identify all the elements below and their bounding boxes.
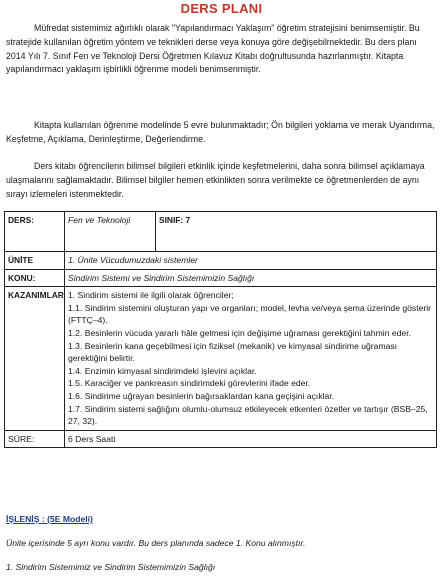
kazanim-item: 1.4. Enzimin kimyasal sindirimdeki işlevini açıklar. bbox=[68, 365, 257, 376]
page-title: DERS PLANI bbox=[180, 1, 263, 16]
lesson-plan-table bbox=[4, 211, 437, 448]
model-text: Kitapta kullanılan öğrenme modelinde 5 evre bulunmaktadır; Ön bilgileri yoklama ve merak Uyandırma, Keşfetme, Açıklama, Derinleştirme, Değerlendirme. bbox=[6, 120, 435, 144]
kazanim-item: 1.1. Sindirim sistemini oluşturan yapı ve organları; model, levha ve/veya şema üzerinde gösterir (FTTÇ–4). bbox=[68, 302, 432, 326]
intro-paragraph bbox=[6, 22, 438, 77]
kazanim-item: 1.7. Sindirim sistemi sağlığını olumlu-olumsuz etkileyecek etkenleri özetler ve tartışır (BSB–25, 27, 32). bbox=[68, 403, 428, 427]
isleyis-note: Ünite içerisinde 5 ayrı konu vardır. Bu ders planında sadece 1. Konu alınmıştır. bbox=[6, 538, 306, 548]
sure-row bbox=[5, 430, 437, 448]
konu-value: Sindirim Sistemi ve Sindirim Sistemimizin Sağlığı bbox=[65, 269, 437, 287]
sure-value: 6 Ders Saati bbox=[65, 430, 437, 448]
unite-row bbox=[5, 252, 437, 270]
model-paragraph bbox=[6, 119, 438, 147]
kazanim-item: 1.2. Besinlerin vücuda yararlı hâle gelmesi için değişime uğraması gerektiğini tahmin eder. bbox=[68, 327, 411, 338]
unite-value: 1. Ünite Vücudumuzdaki sistemler bbox=[65, 252, 437, 270]
kazanim-item: 1. Sindirim sistemi ile ilgili olarak öğrenciler; bbox=[68, 290, 234, 301]
konu-row bbox=[5, 269, 437, 287]
kazanim-item: 1.6. Sindirime uğrayan besinlerin bağırsaklardan kana geçişini açıklar. bbox=[68, 390, 335, 401]
ders-row bbox=[5, 212, 437, 252]
intro-text: Müfredat sistemimiz ağırlıklı olarak "Yapılandırmacı Yaklaşım" öğretim stratejisini benimsemiştir. Bu stratejide kullanılan öğretim yöntem ve teknikleri derse veya konuya göre değişebilmektedir. Bu ders planı 2014 Yılı 7. Sınıf Fen ve Teknoloji Dersi Öğretmen Kılavuz Kitabı doğrultusunda hazırlanmıştır. Kitapta yapılandırmacı yaklaşım işbirlikli öğrenme modeli benimsenmiştir. bbox=[6, 23, 420, 75]
kazanim-label: KAZANIMLAR bbox=[5, 287, 65, 431]
ders-label: DERS: bbox=[5, 212, 65, 252]
kazanim-item: 1.5. Karaciğer ve pankreasın sindirimdeki görevlerini ifade eder. bbox=[68, 378, 311, 389]
sure-label: SÜRE: bbox=[5, 430, 65, 448]
isleyis-heading: İŞLENİŞ : (5E Modeli) bbox=[6, 514, 93, 524]
sinif-label: SINIF: 7 bbox=[156, 212, 437, 252]
ders-value: Fen ve Teknoloji bbox=[65, 212, 156, 252]
isleyis-topic: 1. Sindirim Sistemimiz ve Sindirim Sistemimizin Sağlığı bbox=[6, 562, 216, 572]
unite-label: ÜNİTE bbox=[5, 252, 65, 270]
kazanim-list bbox=[65, 287, 437, 431]
konu-label: KONU: bbox=[5, 269, 65, 287]
book-paragraph bbox=[6, 160, 438, 201]
kazanim-row bbox=[5, 287, 437, 431]
book-text: Ders kitabı öğrencilerin bilimsel bilgileri etkinlik içinde keşfetmelerini, daha sonra bilimsel açıklamaya ulaşmalarını sağlamaktadır. Bilimsel bilgiler hemen etkinlikten sonra verilmekte ce öğretmenlerden de aynı sırayı izlemeleri istenmektedir. bbox=[6, 161, 425, 199]
kazanim-item: 1.3. Besinlerin kana geçebilmesi için fiziksel (mekanik) ve kimyasal sindirime uğraması gerektiğini belirtir. bbox=[68, 340, 398, 364]
